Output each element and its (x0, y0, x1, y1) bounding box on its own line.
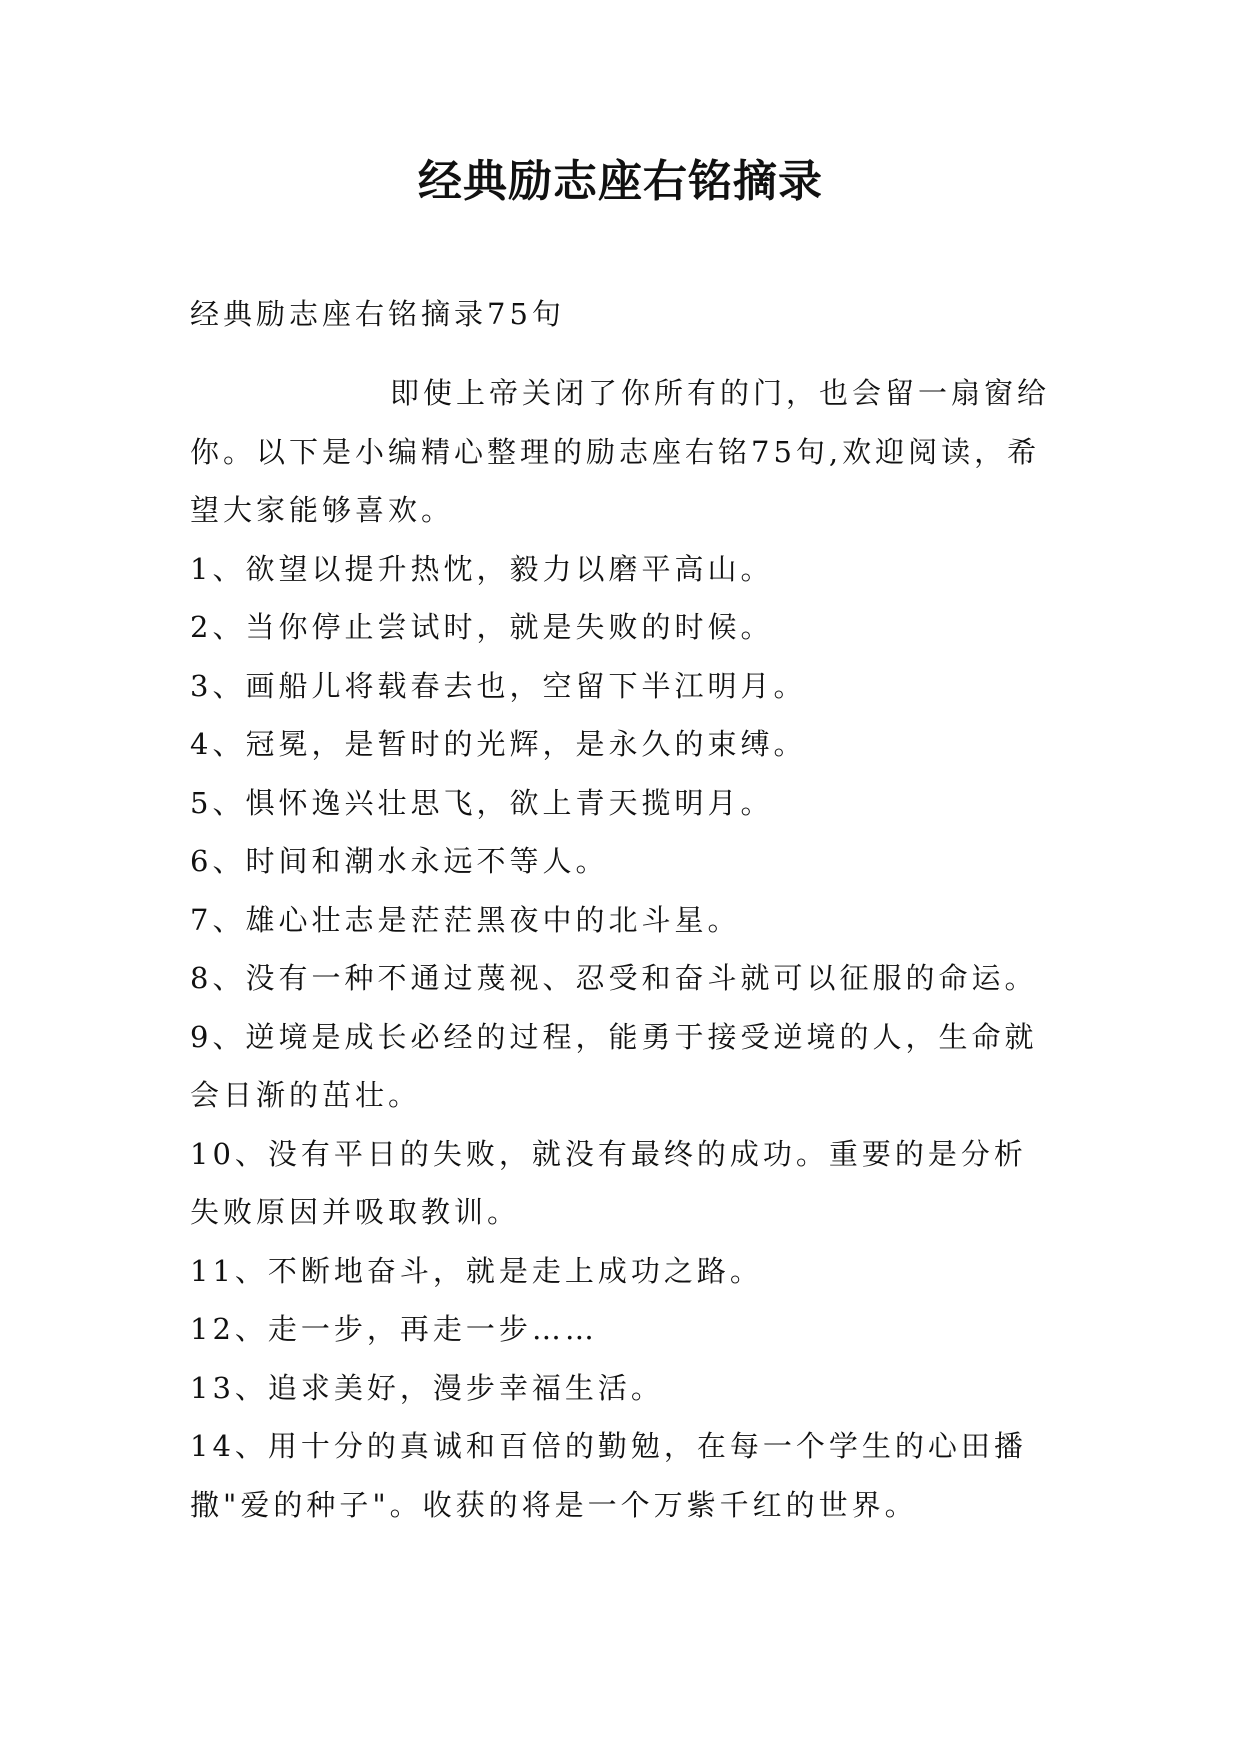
document-body (190, 286, 1056, 1534)
list-item: 4、冠冕，是暂时的光辉，是永久的束缚。 (190, 727, 807, 761)
list-item: 7、雄心壮志是茫茫黑夜中的北斗星。 (190, 902, 741, 937)
list-item: 6、时间和潮水永远不等人。 (190, 844, 609, 878)
document-subtitle: 经典励志座右铭摘录75句 (190, 297, 565, 331)
list-item: 8、没有一种不通过蔑视、忍受和奋斗就可以征服的命运。 (190, 961, 1038, 995)
list-item: 1、欲望以提升热忱，毅力以磨平高山。 (190, 551, 774, 586)
list-item: 3、画船儿将载春去也，空留下半江明月。 (190, 668, 807, 703)
list-item: 2、当你停止尝试时，就是失败的时候。 (190, 610, 774, 644)
list-item: 10、没有平日的失败，就没有最终的成功。重要的是分析失败原因并吸取教训。 (190, 1136, 1027, 1229)
list-item: 5、惧怀逸兴壮思飞，欲上青天揽明月。 (190, 785, 774, 820)
list-item: 11、不断地奋斗，就是走上成功之路。 (190, 1253, 763, 1288)
list-item: 13、追求美好，漫步幸福生活。 (190, 1370, 664, 1405)
intro-paragraph (190, 364, 1056, 540)
list-item: 12、走一步，再走一步…… (190, 1312, 598, 1346)
document-title: 经典励志座右铭摘录 (418, 156, 823, 207)
list-item: 14、用十分的真诚和百倍的勤勉，在每一个学生的心田播撒"爱的种子"。收获的将是一个万紫千红的世界。 (190, 1429, 1027, 1522)
list-item: 9、逆境是成长必经的过程，能勇于接受逆境的人，生命就会日渐的茁壮。 (190, 1019, 1038, 1112)
intro-text: 即使上帝关闭了你所有的门，也会留一扇窗给你。以下是小编精心整理的励志座右铭75句,欢迎阅读，希望大家能够喜欢。 (190, 376, 1051, 527)
motto-list (190, 540, 1056, 1535)
